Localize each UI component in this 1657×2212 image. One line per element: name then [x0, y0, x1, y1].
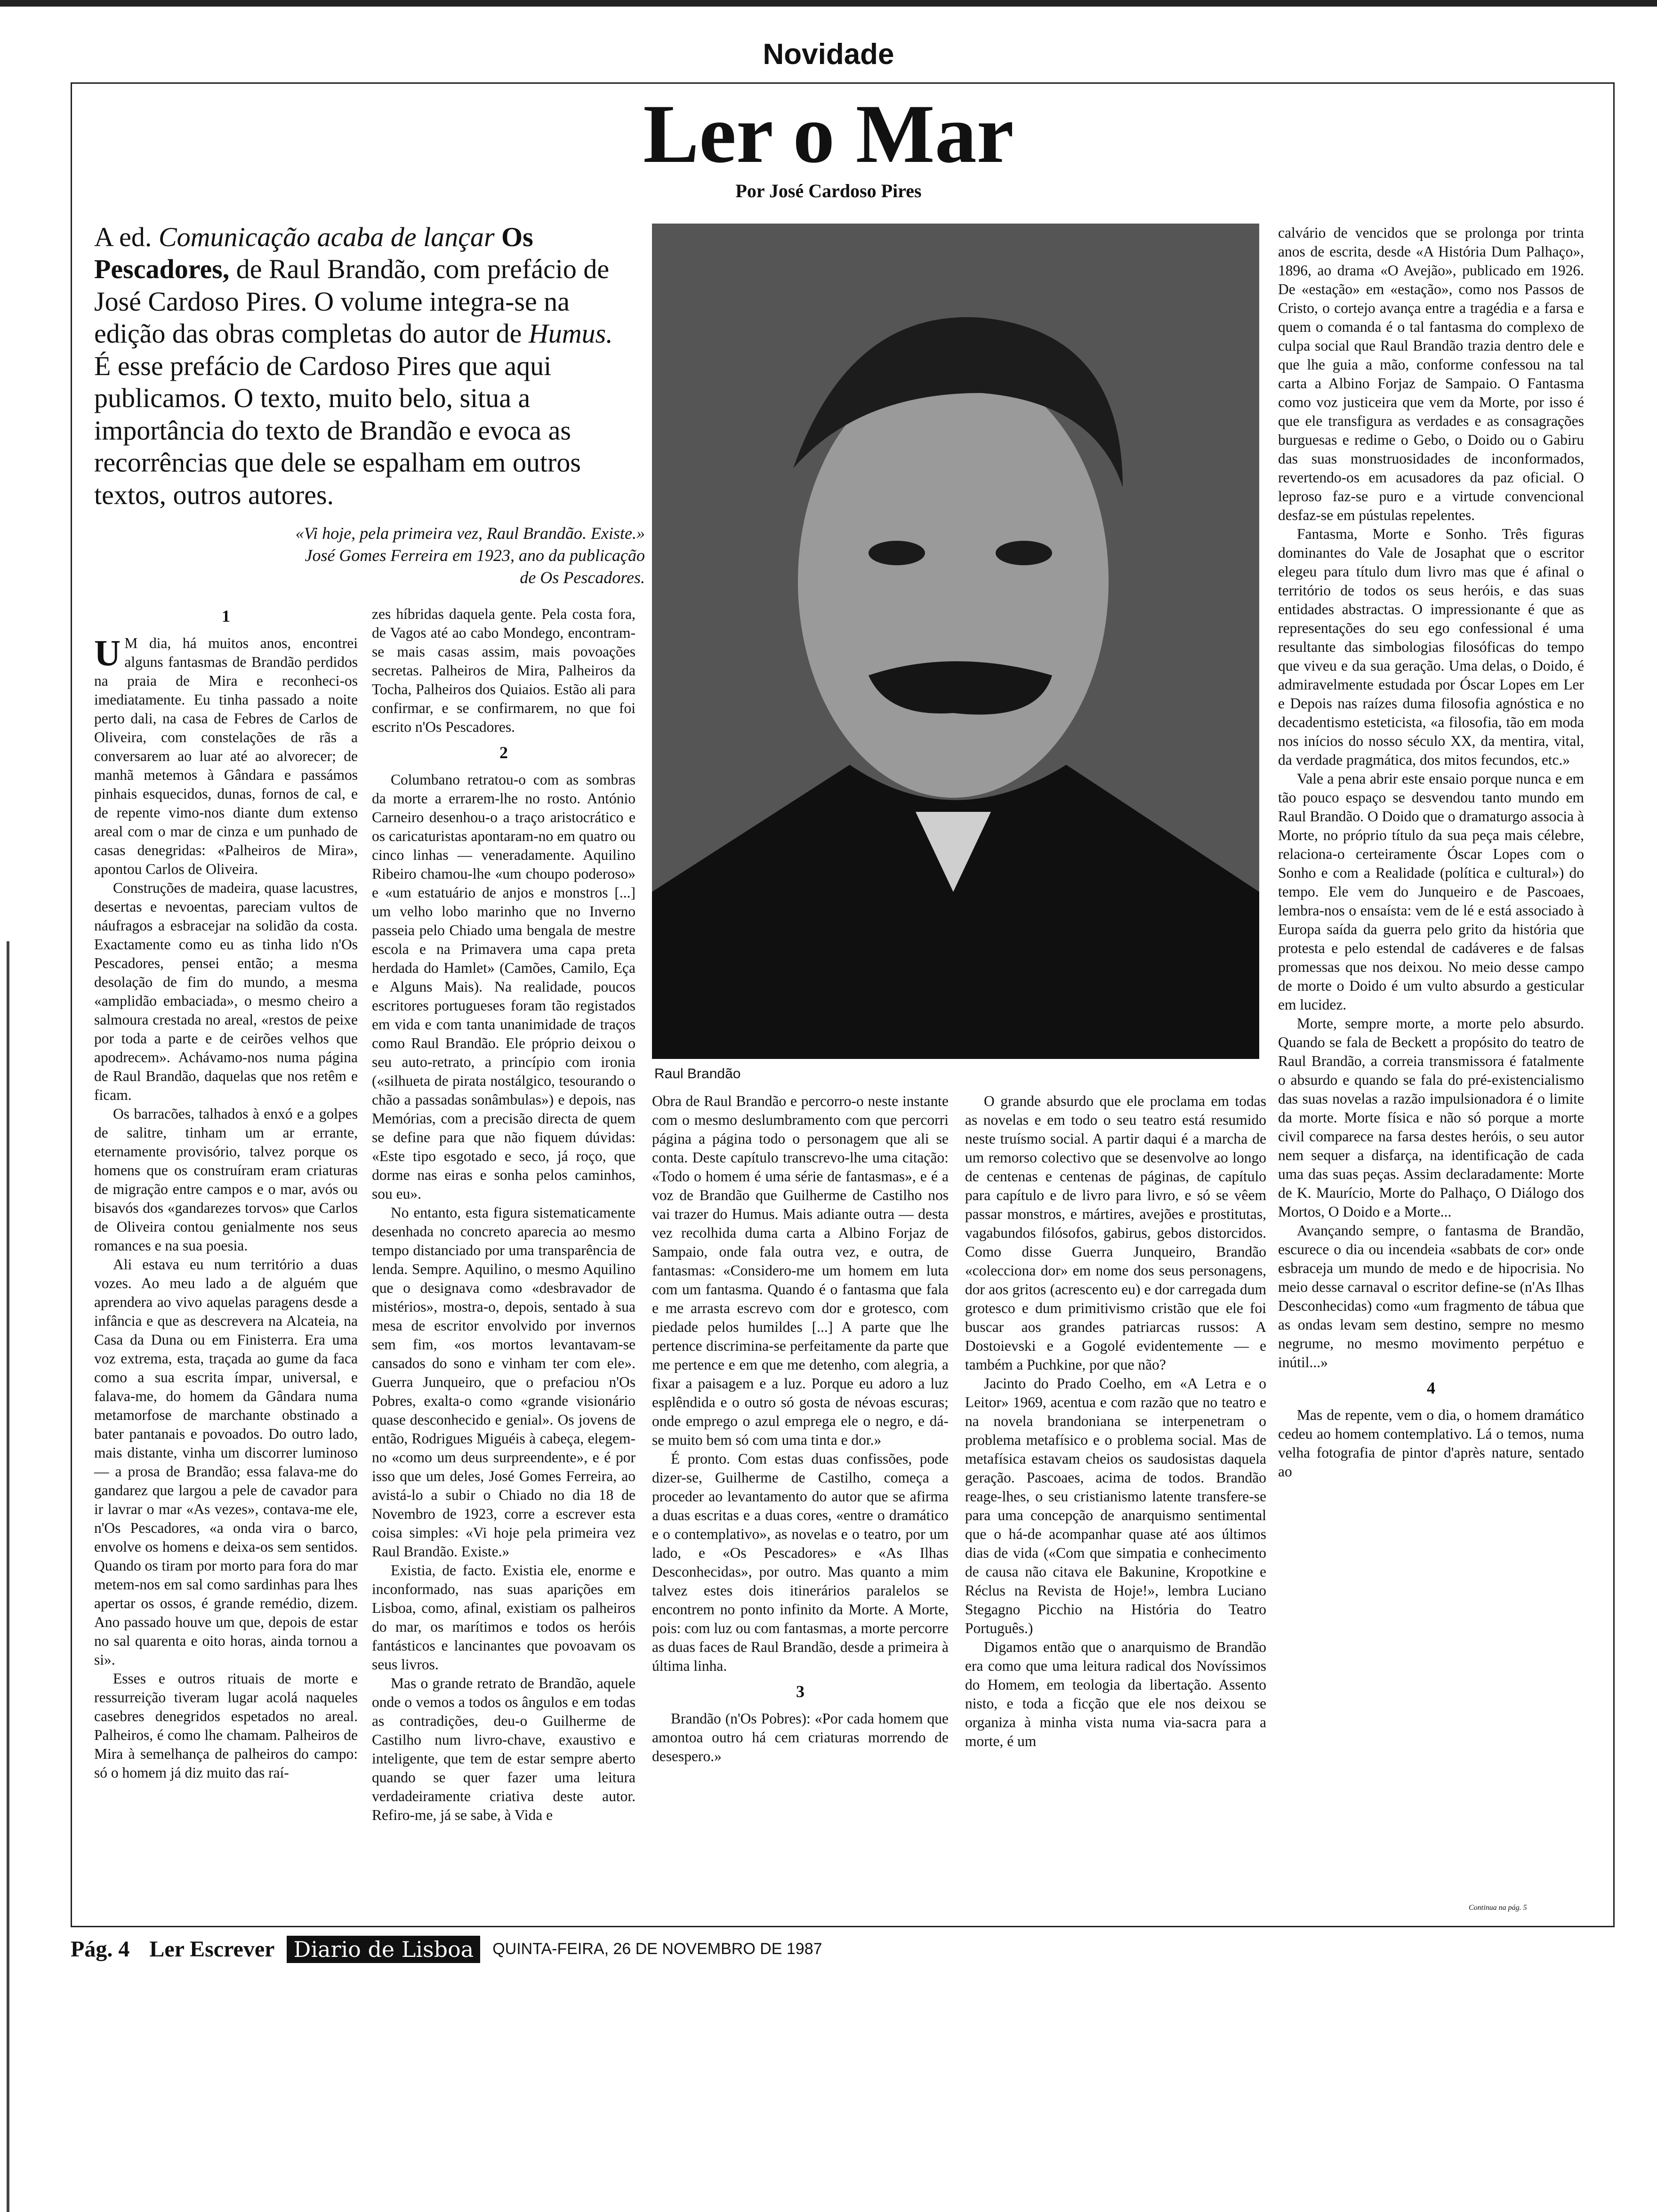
section-number: 3 [796, 1682, 804, 1701]
column-3 [652, 1092, 949, 1766]
paragraph: Obra de Raul Brandão e percorro-o neste instante com o mesmo deslumbramento com que percorri página a página todo o personagem que ali se conta. Deste capítulo transcrevo-lhe uma citação: «Todo o homem é uma série de fantasmas», e é a voz de Brandão que Guilherme de Castilho nos vai trazer do Humus. Mais adiante outra — desta vez recolhida duma carta a Albino Forjaz de Sampaio, onde fala outra vez, e outra, de fantasmas: «Considero-me um homem em luta com um fantasma. Quando é o fantasma que fala e me arrasta escrevo com dor e grotesco, com piedade pelos humildes [...] A parte que lhe pertence discrimina-se perfeitamente da parte que me pertence e em que me detenho, com alegria, a fixar a paisagem e a luz. Porque eu adoro a luz esplêndida e o outro só gosta de névoas escuras; onde emprego o azul emprega ele o negro, e dá-se muito bem só com uma tinta e dor.» [652, 1093, 949, 1448]
epigraph-attribution: José Gomes Ferreira em 1923, ano da publicação [305, 545, 645, 565]
paragraph: É pronto. Com estas duas confissões, pode dizer-se, Guilherme de Castilho, começa a proceder ao levantamento do autor que se afirma a duas escritas e a duas cores, «entre o dramático e o contemplativo», as novelas e o teatro, por um lado, e «Os Pescadores» e «As Ilhas Desconhecidas», por outro. Mas quanto a mim talvez estes dois itinerários paralelos se encontrem no ponto infinito da Morte. A Morte, pois: com luz ou com fantasmas, a morte percorre as duas faces de Raul Brandão, desde a primeira à última linha. [652, 1451, 949, 1674]
supplement-name: Ler Escrever [149, 1937, 275, 1962]
portrait-photo [652, 224, 1259, 1059]
section-number: 1 [222, 607, 230, 625]
column-2 [372, 605, 635, 1825]
top-rule [0, 0, 1657, 7]
paragraph: Vale a pena abrir este ensaio porque nunca e em tão pouco espaço se desvendou tanto mundo em Raul Brandão. O Doido que o dramaturgo associa à Morte, no próprio título da sua peça mais célebre, relaciona-o certeiramente Óscar Lopes com o Sonho e com a Realidade (política e cultural») do tempo. Ele vem do Junqueiro e de Pascoaes, lembra-nos o ensaísta: vem de lé e está associado à Europa saída da guerra pelo grito da história que protesta e pelo estendal de cadáveres e de falsas promessas que nos deixou. No meio desse campo de morte o Doido é um vulto absurdo a gesticular em lucidez. [1278, 770, 1584, 1013]
scan-edge [7, 941, 9, 2212]
epigraph-quote: «Vi hoje, pela primeira vez, Raul Brandão. Existe.» [295, 524, 645, 543]
paragraph: Columbano retratou-o com as sombras da morte a errarem-lhe no rosto. António Carneiro desenhou-o a traço aristocrático e os caricaturistas apontaram-no em quatro ou cinco linhas — veneradamente. Aquilino Ribeiro chamou-lhe «um choupo poderoso» e «um estatuário de anjos e monstros [...] um velho lobo marinho que no Inverno passeia pelo Chiado uma bengala de mestre escola e na Primavera uma capa preta herdada do Hamlet» (Camões, Camilo, Eça e Alguns Mais). Na realidade, poucos escritores portugueses foram tão registados em vida e com tanta unanimidade de traços como Raul Brandão. Ele próprio deixou o seu auto-retrato, a princípio com ironia («silhueta de pirata nostálgico, tesourando o chão a passadas sonâmbulas») e depois, nas Memórias, com a precisão directa de quem se define para que não fiquem dúvidas: «Este tipo esgotado e seco, já roço, que dorme nas eiras e sonha pelos caminhos, sou eu». [372, 771, 635, 1202]
paragraph: zes híbridas daquela gente. Pela costa fora, de Vagos até ao cabo Mondego, encontram-se mais casas assim, mais povoações secretas. Palheiros de Mira, Palheiros da Tocha, Palheiros dos Quiaios. Estão ali para confirmar, e se confirmarem, no que foi escrito n'Os Pescadores. [372, 606, 635, 735]
paragraph: Fantasma, Morte e Sonho. Três figuras dominantes do Vale de Josaphat que o escritor elegeu para título dum livro mas que é afinal o território de todos os seus heróis, e das suas entidades abstractas. O impressionante é que as representações do seu ego confessional é uma resultante das simbologias filosóficas do tempo que viveu e da sua geração. Uma delas, o Doido, é admiravelmente estudada por Óscar Lopes em Ler e Depois nas raízes duma filosofia agnóstica e no decadentismo esteticista, «a filosofia, tão em moda nos inícios do nosso século XX, da mentira, vital, da verdade pragmática, dos mitos fecundos, etc.» [1278, 526, 1584, 768]
page-footer [71, 1934, 822, 1963]
drop-cap: U [94, 632, 121, 673]
section-number: 2 [499, 743, 508, 762]
lede-publisher: Comunicação acaba de lançar [158, 222, 495, 252]
page-number: Pág. 4 [71, 1937, 130, 1962]
paragraph: Morte, sempre morte, a morte pelo absurdo. Quando se fala de Beckett a propósito do teatro de Raul Brandão, a correia transmissora é fatalmente o absurdo e quando se fala do pré-existencialismo das suas novelas a razão impulsionadora é o limite da morte. Morte física e não só porque a morte civil comparece na farsa destes heróis, o seu autor nem sequer a disfarça, na identificação de cada uma das suas peças. Assim declaradamente: Morte de K. Maurício, Morte do Palhaço, O Diálogo dos Mortos, O Doido e a Morte... [1278, 1015, 1584, 1220]
section-label: Novidade [763, 38, 894, 71]
column-1 [94, 600, 358, 1782]
lede-text: de Raul Brandão, com prefácio de José Cardoso Pires. O volume integra-se na edição das obras completas do autor de [94, 254, 610, 349]
paragraph: Digamos então que o anarquismo de Brandão era como que uma leitura radical dos Novíssimos do Homem, em teologia da libertação. Assento nisto, e toda a ficção que ele nos deixou se organiza à minha vista numa via-sacra para a morte, é um [965, 1639, 1266, 1749]
paragraph: Construções de madeira, quase lacustres, desertas e nevoentas, pareciam vultos de náufragos a esbracejar na solidão da costa. Exactamente como eu as tinha lido n'Os Pescadores, pensei então; a mesma desolação de fim do mundo, a mesma «amplidão embaciada», o mesmo cheiro a salmoura crestada no areal, «restos de peixe por toda a parte e de ceirões velhos que apodrecem». Achávamo-nos numa página de Raul Brandão, daquelas que nos retêm e ficam. [94, 879, 358, 1103]
paragraph: Mas o grande retrato de Brandão, aquele onde o vemos a todos os ângulos e em todas as contradições, deu-o Guilherme de Castilho num livro-chave, exaustivo e inteligente, que tem de estar sempre aberto quando se quer fazer uma leitura verdadeiramente criativa deste autor. Refiro-me, já se sabe, à Vida e [372, 1675, 635, 1823]
epigraph-attribution: de Os Pescadores. [520, 568, 645, 587]
photo-caption: Raul Brandão [654, 1066, 741, 1082]
paragraph: Existia, de facto. Existia ele, enorme e inconformado, nas suas aparições em Lisboa, como, afinal, existiam os palheiros do mar, os marítimos e todos os heróis fantásticos e lancinantes que povoavam os seus livros. [372, 1562, 635, 1673]
paragraph: Brandão (n'Os Pobres): «Por cada homem que amontoa outro há cem criaturas morrendo de desespero.» [652, 1710, 949, 1764]
lede-book-title: Os Pescadores, [94, 222, 533, 285]
lede-text: É esse prefácio de Cardoso Pires que aqui publicamos. O texto, muito belo, situa a importância do texto de Brandão e evoca as recorrências que dele se espalham em outros textos, outros autores. [94, 350, 581, 510]
byline: Por José Cardoso Pires [735, 180, 922, 201]
portrait-icon [652, 224, 1259, 1059]
lede-text: A ed. [94, 222, 159, 252]
paragraph: calvário de vencidos que se prolonga por trinta anos de escrita, desde «A História Dum Palhaço», 1896, ao drama «O Avejão», publicado em 1926. De «estação» em «estação», como nos Passos de Cristo, o cortejo avança entre a tragédia e a farsa e quem o comanda é o tal fantasma do complexo de culpa social que Raul Brandão trazia dentro dele e que lhe guia a mão, conforme confessou na tal carta a Albino Forjaz de Sampaio. O Fantasma como voz justiceira que vem da Morte, por isso é que ele transfigura as verdades e as consagrações burguesas e redime o Gebo, o Doido ou o Gabiru das suas monstruosidades de inconformados, revertendo-os em acusadores da paz oficial. O leproso faz-se puro e a virtude convencional desfaz-se em pústulas repelentes. [1278, 224, 1584, 523]
lede [94, 221, 621, 511]
lede-humus: Humus. [528, 318, 613, 349]
headline: Ler o Mar [643, 87, 1014, 180]
paragraph: Avançando sempre, o fantasma de Brandão, escurece o dia ou incendeia «sabbats de cor» onde esbraceja um mundo de medo e de hipocrisia. No meio desse carnaval o escritor define-se (n'As Ilhas Desconhecidas) como «um fragmento de tábua que as ondas levam sem destino, sempre no mesmo negrume, no mesmo movimento perpétuo e inútil...» [1278, 1222, 1584, 1370]
column-4 [965, 1092, 1266, 1751]
section-number: 4 [1427, 1378, 1435, 1397]
paragraph: No entanto, esta figura sistematicamente desenhada no concreto aparecia ao mesmo tempo distanciado por uma transparência de lenda. Sempre. Aquilino, o mesmo Aquilino que o designava como «desbravador de mistérios», mostra-o, depois, sentado à sua mesa de escritor envolvido por invernos sem fim, «os mortos levantavam-se cansados do sono e vinham ter com ele». Guerra Junqueiro, que o prefaciou n'Os Pobres, exalta-o como «grande visionário quase desconhecido e genial». Os jovens de então, Rodrigues Miguéis à cabeça, elegem-no «como um deus surpreendente», e é por isso que um deles, José Gomes Ferreira, ao avistá-lo a subir o Chiado no dia 18 de Novembro de 1923, corre a escrever esta coisa simples: «Vi hoje pela primeira vez Raul Brandão. Existe.» [372, 1204, 635, 1560]
paragraph: Os barracões, talhados à enxó e a golpes de salitre, tinham um ar errante, eternamente provisório, talvez porque os homens que os construíram eram criaturas de migração entre campos e o mar, avós ou bisavós dos «gandarezes torvos» que Carlos de Oliveira contou genialmente nos seus romances e na sua poesia. [94, 1105, 358, 1254]
paragraph: Mas de repente, vem o dia, o homem dramático cedeu ao homem contemplativo. Lá o temos, numa velha fotografia de pintor d'après nature, sentado ao [1278, 1406, 1584, 1480]
paragraph: O grande absurdo que ele proclama em todas as novelas e em todo o seu teatro está resumido neste truísmo social. A partir daqui é a marcha de um remorso colectivo que se desenvolve ao longo de centenas e centenas de páginas, de capítulo para capítulo e de livro para livro, e só se vêem passar monstros, e mártires, avejões e prostitutas, vagabundos filósofos, gabirus, gebos distorcidos. Como disse Guerra Junqueiro, Brandão «colecciona dor» em nome dos seus personagens, dor aos gritos (acrescento eu) e dor carregada dum grotesco e dum primitivismo cristão que ele foi buscar aos grandes patriarcas russos: A Dostoievski e a Gogolé evidentemente — e também a Puchkine, por que não? [965, 1093, 1266, 1373]
newspaper-logo: Diario de Lisboa [287, 1936, 480, 1963]
paragraph: Ali estava eu num território a duas vozes. Ao meu lado a de alguém que aprendera ao vivo aquelas paragens desde a infância e que as descrevera na Alcateia, na Casa da Duna ou em Finisterra. Era uma voz extrema, esta, traçada ao gume da faca como a sua escrita ímpar, universal, e falava-me, do homem da Gândara numa metamorfose de marchante obstinado a bater pantanais e povoados. Do outro lado, mais distante, vinha um discorrer luminoso — a prosa de Brandão; essa falava-me do gandarez que largou a pele de cavador para ir lavrar o mar «As vezes», contava-me ele, n'Os Pescadores, «a onda vira o barco, envolve os homens e deixa-os sem sentidos. Quando os tiram por morto para fora do mar metem-nos em sal como sardinhas para lhes apertar os ossos, é grande remédio, dizem. Ano passado houve um que, depois de estar no sal quarenta e oito horas, ainda tornou a si». [94, 1256, 358, 1668]
continued-note: Continua na pág. 5 [1469, 1904, 1527, 1912]
paragraph: Esses e outros rituais de morte e ressurreição tiveram lugar acolá naqueles casebres denegridos espetados no areal. Palheiros, é como lhe chamam. Palheiros de Mira à semelhança de palheiros do campo: só o homem já diz muito das raí- [94, 1670, 358, 1781]
issue-date: QUINTA-FEIRA, 26 DE NOVEMBRO DE 1987 [492, 1940, 822, 1958]
epigraph [141, 522, 645, 588]
column-5 [1278, 224, 1584, 1481]
paragraph: M dia, há muitos anos, encontrei alguns fantasmas de Brandão perdidos na praia de Mira e reconheci-os imediatamente. Eu tinha passado a noite perto dali, na casa de Febres de Carlos de Oliveira, com constelações de rãs a conversarem ao luar até ao alvorecer; de manhã metemos à Gândara e passámos pinhais esquecidos, dunas, fornos de cal, e de repente vimo-nos diante dum extenso areal com o mar de cinza e um punhado de casas denegridas: «Palheiros de Mira», apontou Carlos de Oliveira. [94, 634, 358, 877]
paragraph: Jacinto do Prado Coelho, em «A Letra e o Leitor» 1969, acentua e com razão que no teatro e na novela brandoniana se interpenetram o problema metafísico e o problema social. Mas de metafísica estavam cheios os saudosistas daquela geração. Pascoaes, acima de todos. Brandão reage-lhes, o seu cristianismo latente transfere-se para uma concepção de anarquismo sentimental que o há-de acompanhar quase até aos últimos dias de vida («Com que simpatia e conhecimento de causa não citava ele Bakunine, Kropotkine e Réclus na Revista de Hoje!», lembra Luciano Stegagno Picchio na História do Teatro Português.) [965, 1375, 1266, 1636]
